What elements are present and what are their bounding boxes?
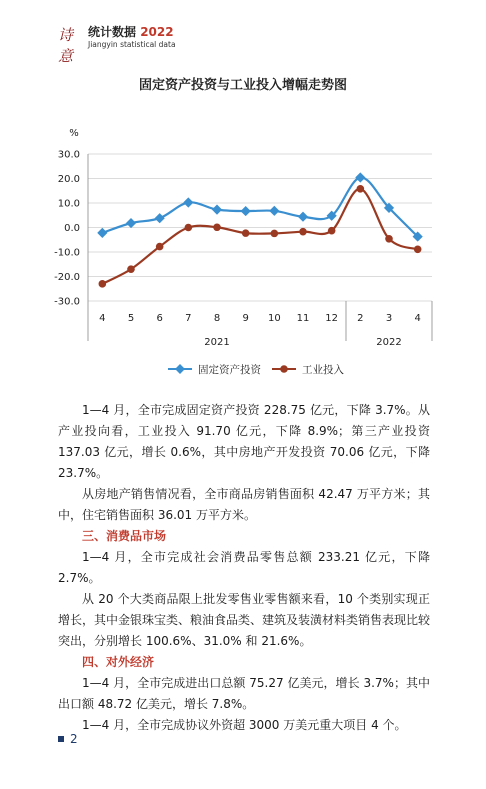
data-point-circle (127, 265, 135, 273)
data-point-circle (385, 235, 393, 243)
data-point-circle (328, 227, 336, 235)
x-tick-label: 7 (185, 313, 192, 324)
x-tick-label: 10 (267, 313, 281, 324)
body-paragraph: 1—4 月，全市完成协议外资超 3000 万美元重大项目 4 个。 (82, 718, 407, 732)
data-point-circle (357, 185, 365, 193)
y-tick-label: -20.0 (54, 272, 80, 283)
article-body (58, 400, 430, 736)
y-tick-label: 20.0 (57, 174, 80, 185)
x-group-label: 2022 (376, 337, 402, 348)
chart-title: 固定资产投资与工业投入增幅走势图 (138, 78, 347, 93)
data-point-diamond (126, 218, 136, 228)
y-tick-label: -10.0 (54, 247, 80, 259)
data-point-diamond (97, 228, 107, 238)
x-tick-label: 5 (127, 313, 135, 324)
data-point-circle (299, 228, 307, 236)
body-paragraph: 1—4 月，全市完成进出口总额 75.27 亿美元，增长 3.7%；其中出口额 48.72 亿美元，增长 7.8%。 (58, 676, 430, 711)
y-axis-unit: % (69, 128, 79, 139)
x-tick-label: 3 (385, 313, 393, 324)
data-point-circle (156, 243, 164, 251)
x-tick-label: 8 (213, 313, 221, 324)
legend-label: 固定资产投资 (198, 364, 261, 376)
brand-logo: 诗意 (58, 26, 73, 65)
x-group-label: 2021 (204, 337, 230, 348)
data-point-diamond (155, 213, 165, 223)
y-tick-label: 10.0 (57, 198, 80, 210)
body-paragraph: 1—4 月，全市完成社会消费品零售总额 233.21 亿元，下降 2.7%。 (58, 550, 430, 585)
data-point-circle (185, 224, 193, 232)
data-point-diamond (183, 197, 193, 207)
x-tick-label: 11 (296, 313, 310, 324)
y-tick-label: 30.0 (57, 149, 80, 161)
brand-title-text: 统计数据 (88, 25, 137, 39)
line-chart (0, 110, 486, 380)
data-point-circle (242, 229, 250, 237)
x-tick-label: 2 (357, 313, 364, 324)
brand-subtitle: Jiangyin statistical data (88, 40, 176, 49)
data-point-diamond (212, 205, 222, 215)
data-point-diamond (298, 212, 308, 222)
section-heading: 四、对外经济 (82, 655, 155, 669)
data-point-diamond (241, 206, 251, 216)
data-point-circle (414, 246, 422, 254)
page-number: 2 (70, 732, 78, 746)
y-tick-label: 0.0 (64, 223, 80, 234)
brand-year: 2022 (140, 25, 174, 39)
legend-diamond-icon (175, 364, 185, 374)
data-point-circle (99, 280, 107, 288)
body-paragraph: 从房地产销售情况看，全市商品房销售面积 42.47 万平方米；其中，住宅销售面积 36.01 万平方米。 (58, 487, 430, 522)
x-tick-label: 4 (99, 313, 106, 324)
x-tick-label: 4 (414, 313, 421, 324)
brand-title (88, 23, 174, 40)
data-point-diamond (269, 206, 279, 216)
page-footer (58, 732, 78, 746)
body-paragraph: 1—4 月，全市完成固定资产投资 228.75 亿元，下降 3.7%。从产业投向看，工业投入 91.70 亿元，下降 8.9%；第三产业投资 137.03 亿元，增长 0.6%，其中房地产开发投资 70.06 亿元，下降 23.7%。 (58, 403, 430, 480)
x-tick-label: 9 (242, 313, 249, 324)
x-tick-label: 12 (325, 313, 339, 324)
legend-label: 工业投入 (302, 364, 344, 376)
y-tick-label: -30.0 (54, 296, 80, 308)
data-point-circle (213, 223, 221, 231)
section-heading: 三、消费品市场 (82, 529, 167, 543)
data-point-circle (271, 230, 279, 238)
legend-circle-icon (280, 365, 288, 373)
data-point-diamond (355, 172, 365, 182)
page-marker-icon (58, 736, 64, 742)
body-paragraph: 从 20 个大类商品限上批发零售业零售额来看，10 个类别实现正增长，其中金银珠宝类、粮油食品类、建筑及装潢材料类销售表现比较突出，分别增长 100.6%、31.0% 和 21.6%。 (58, 592, 431, 648)
x-tick-label: 6 (156, 313, 163, 324)
